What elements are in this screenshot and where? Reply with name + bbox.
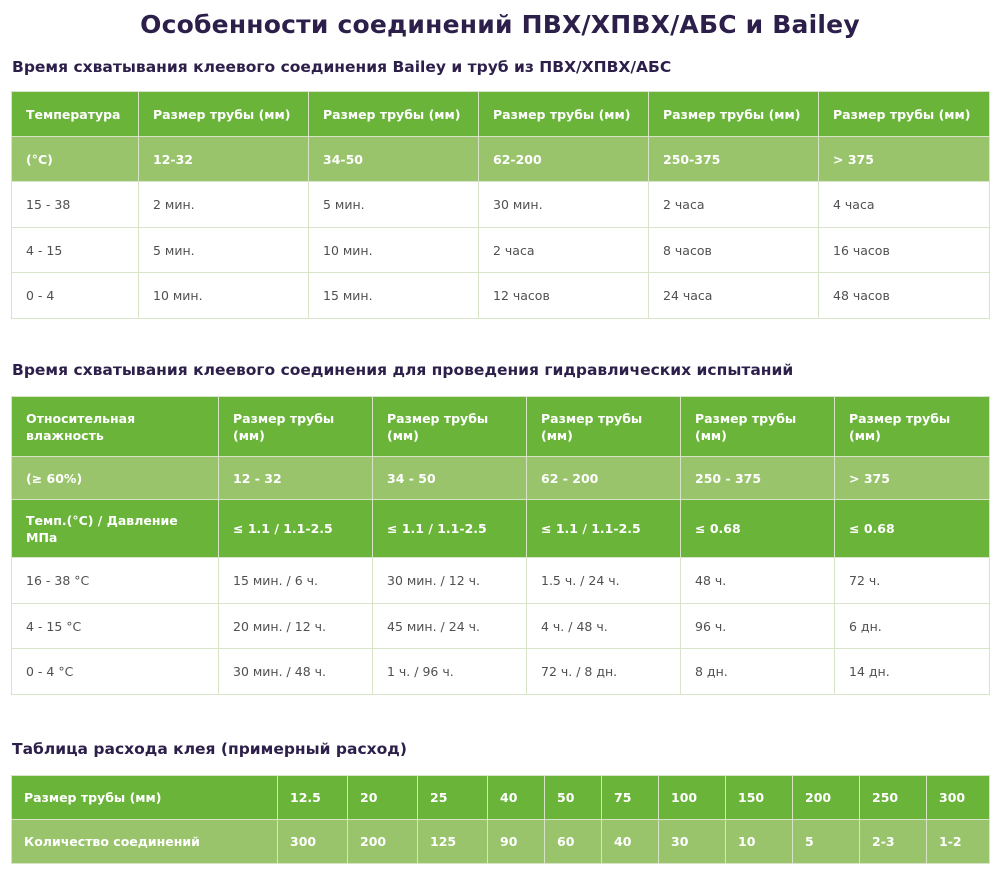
table-cell: 12-32 — [139, 137, 309, 182]
table-cell: Относительная влажность — [12, 397, 219, 457]
table-cell: 24 часа — [649, 273, 819, 319]
table-cell: 50 — [545, 776, 602, 820]
table-cell: 300 — [927, 776, 990, 820]
table-cell: 25 — [418, 776, 488, 820]
table-cell: 0 - 4 — [12, 273, 139, 319]
table-cell: > 375 — [835, 457, 990, 500]
joint-count-row — [12, 820, 990, 864]
table-cell: 72 ч. — [835, 558, 990, 604]
table-cell: 2 часа — [649, 182, 819, 228]
table-cell: 100 — [659, 776, 726, 820]
table-cell: 12 - 32 — [219, 457, 373, 500]
table-cell: Размер трубы (мм) — [527, 397, 681, 457]
table-cell: (°С) — [12, 137, 139, 182]
table-cell: 30 мин. / 12 ч. — [373, 558, 527, 604]
table-cell: 10 — [726, 820, 793, 864]
table-row — [12, 603, 990, 649]
table-cell: 5 мин. — [139, 227, 309, 273]
table-cell: 75 — [602, 776, 659, 820]
pressure-row — [12, 500, 990, 558]
table-cell: 48 ч. — [681, 558, 835, 604]
table-cell: 16 - 38 °С — [12, 558, 219, 604]
table-cell: 2 мин. — [139, 182, 309, 228]
section-title-hydraulic-test: Время схватывания клеевого соединения для проведения гидравлических испытаний — [12, 361, 794, 379]
table-cell: Размер трубы (мм) — [219, 397, 373, 457]
table-cell: 60 — [545, 820, 602, 864]
page-title: Особенности соединений ПВХ/ХПВХ/АБС и Bailey — [140, 10, 860, 39]
table-cell: 40 — [602, 820, 659, 864]
table-cell: 125 — [418, 820, 488, 864]
table-cell: 16 часов — [819, 227, 990, 273]
table-cell: Размер трубы (мм) — [12, 776, 278, 820]
table-cell: 20 — [348, 776, 418, 820]
table-row — [12, 649, 990, 695]
table-cell: 10 мин. — [309, 227, 479, 273]
table-cell: 12.5 — [278, 776, 348, 820]
table-cell: Размер трубы (мм) — [681, 397, 835, 457]
table-row — [12, 182, 990, 228]
table-cell: 150 — [726, 776, 793, 820]
subheader-row — [12, 137, 990, 182]
table-cell: 1.5 ч. / 24 ч. — [527, 558, 681, 604]
table-cell: Размер трубы (мм) — [819, 92, 990, 137]
table-cell: 62 - 200 — [527, 457, 681, 500]
table-cell: Размер трубы (мм) — [649, 92, 819, 137]
section-title-glue-consumption: Таблица расхода клея (примерный расход) — [12, 740, 407, 758]
table-cell: 62-200 — [479, 137, 649, 182]
table-cell: 6 дн. — [835, 603, 990, 649]
table-cell: 30 мин. / 48 ч. — [219, 649, 373, 695]
table-cell: 8 часов — [649, 227, 819, 273]
table-cell: 4 ч. / 48 ч. — [527, 603, 681, 649]
table-cell: 4 - 15 — [12, 227, 139, 273]
table-row — [12, 558, 990, 604]
table-cell: 2-3 — [860, 820, 927, 864]
table-cell: 34-50 — [309, 137, 479, 182]
table-cell: 1 ч. / 96 ч. — [373, 649, 527, 695]
table-cell: ≤ 1.1 / 1.1-2.5 — [527, 500, 681, 558]
table-cell: Темп.(°С) / Давление МПа — [12, 500, 219, 558]
table-cell: ≤ 1.1 / 1.1-2.5 — [373, 500, 527, 558]
table-cell: Размер трубы (мм) — [139, 92, 309, 137]
header-row — [12, 92, 990, 137]
table-cell: 30 — [659, 820, 726, 864]
table-cell: 2 часа — [479, 227, 649, 273]
table-cell: 0 - 4 °С — [12, 649, 219, 695]
table-cell: 15 мин. / 6 ч. — [219, 558, 373, 604]
table-cell: 200 — [793, 776, 860, 820]
table-cell: Количество соединений — [12, 820, 278, 864]
table-cell: 250-375 — [649, 137, 819, 182]
table-cell: 90 — [488, 820, 545, 864]
table-cell: 5 — [793, 820, 860, 864]
pipe-size-row — [12, 776, 990, 820]
table-cell: 4 часа — [819, 182, 990, 228]
table-cell: 45 мин. / 24 ч. — [373, 603, 527, 649]
hydraulic-test-table — [11, 396, 990, 695]
subheader-row — [12, 457, 990, 500]
table-cell: 300 — [278, 820, 348, 864]
table-cell: 96 ч. — [681, 603, 835, 649]
table-cell: Размер трубы (мм) — [373, 397, 527, 457]
table-cell: 14 дн. — [835, 649, 990, 695]
table-cell: 250 — [860, 776, 927, 820]
table-cell: ≤ 0.68 — [835, 500, 990, 558]
table-cell: 40 — [488, 776, 545, 820]
table-cell: 20 мин. / 12 ч. — [219, 603, 373, 649]
table-cell: 12 часов — [479, 273, 649, 319]
table-cell: (≥ 60%) — [12, 457, 219, 500]
table-row — [12, 273, 990, 319]
table-cell: 30 мин. — [479, 182, 649, 228]
section-title-setting-time: Время схватывания клеевого соединения Bailey и труб из ПВХ/ХПВХ/АБС — [12, 58, 672, 76]
table-cell: 34 - 50 — [373, 457, 527, 500]
table-row — [12, 227, 990, 273]
table-cell: 72 ч. / 8 дн. — [527, 649, 681, 695]
table-cell: 250 - 375 — [681, 457, 835, 500]
table-cell: 5 мин. — [309, 182, 479, 228]
table-cell: Размер трубы (мм) — [309, 92, 479, 137]
header-row — [12, 397, 990, 457]
table-cell: 8 дн. — [681, 649, 835, 695]
table-cell: > 375 — [819, 137, 990, 182]
table-cell: Температура — [12, 92, 139, 137]
table-cell: 10 мин. — [139, 273, 309, 319]
table-cell: ≤ 1.1 / 1.1-2.5 — [219, 500, 373, 558]
table-cell: 4 - 15 °С — [12, 603, 219, 649]
table-cell: 15 - 38 — [12, 182, 139, 228]
table-cell: Размер трубы (мм) — [835, 397, 990, 457]
table-cell: 15 мин. — [309, 273, 479, 319]
table-cell: 1-2 — [927, 820, 990, 864]
table-cell: ≤ 0.68 — [681, 500, 835, 558]
table-cell: Размер трубы (мм) — [479, 92, 649, 137]
table-cell: 48 часов — [819, 273, 990, 319]
setting-time-table — [11, 91, 990, 319]
table-cell: 200 — [348, 820, 418, 864]
glue-consumption-table — [11, 775, 990, 864]
